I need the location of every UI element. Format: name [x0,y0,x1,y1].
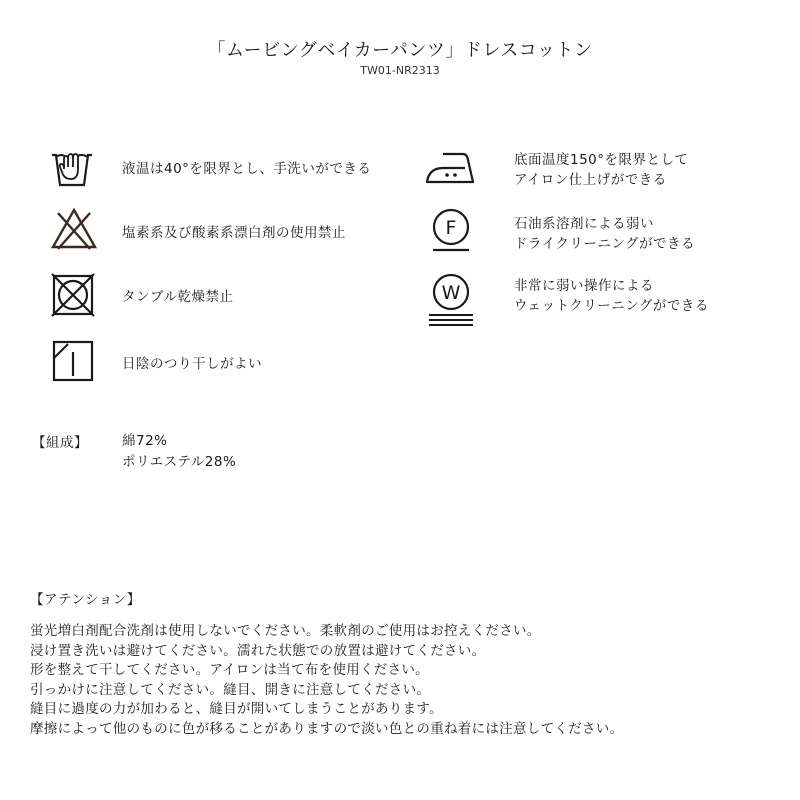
care-item-iron [425,148,765,198]
no-tumble-dry-icon [50,272,96,318]
care-text-line: 日陰のつり干しがよい [122,356,262,372]
composition-value: ポリエステル28% [122,454,237,470]
attention-line: 引っかけに注意してください。縫目、開きに注意してください。 [30,681,431,698]
care-item-wet-clean [425,270,765,332]
wet-clean-letter: W [441,282,461,304]
product-title: 「ムービングベイカーパンツ」ドレスコットン [207,40,593,61]
care-item-no-bleach [50,207,390,257]
care-text-line: 石油系溶剤による弱い [514,216,654,232]
care-text-line: タンブル乾燥禁止 [122,289,234,305]
care-item-no-tumble-dry [50,272,390,322]
care-item-dry-clean [425,206,765,262]
attention-line: 縫目に過度の力が加わると、縫目が開いてしまうことがあります。 [30,701,443,717]
attention-list [30,622,623,739]
care-text-line: 底面温度150°を限界として [514,152,689,168]
attention-line: 形を整えて干してください。アイロンは当て布を使用ください。 [30,662,429,678]
care-item-shade-dry [50,338,390,388]
hand-wash-40-icon [50,145,94,189]
care-text-line: 塩素系及び酸素系漂白剤の使用禁止 [122,225,346,241]
care-text-line: ドライクリーニングができる [514,236,696,252]
no-bleach-icon [50,207,98,251]
dry-clean-f-icon [425,206,477,258]
product-code: TW01-NR2313 [360,64,440,77]
care-text-line: 非常に弱い操作による [514,278,654,294]
attention-line: 浸け置き洗いは避けてください。濡れた状態での放置は避けてください。 [30,642,486,659]
composition-values [122,431,236,473]
shade-line-dry-icon [50,338,96,384]
composition-value: 綿72% [122,433,168,449]
attention-heading: 【アテンション】 [30,592,141,608]
attention-line: 摩擦によって他のものに色が移ることがありますので淡い色との重ね着には注意してください。 [30,720,624,737]
care-text-line: アイロン仕上げができる [514,172,667,188]
iron-low-temp-icon [425,148,477,188]
dry-clean-letter: F [445,217,457,239]
attention-line: 蛍光増白剤配合洗剤は使用しないでください。柔軟剤のご使用はお控えください。 [30,623,541,639]
wet-clean-very-gentle-icon [425,270,477,330]
care-text-line: ウェットクリーニングができる [514,298,709,314]
care-text-line: 液温は40°を限界とし、手洗いができる [122,161,372,177]
composition-label: 【組成】 [32,435,88,451]
care-item-hand-wash [50,145,390,195]
